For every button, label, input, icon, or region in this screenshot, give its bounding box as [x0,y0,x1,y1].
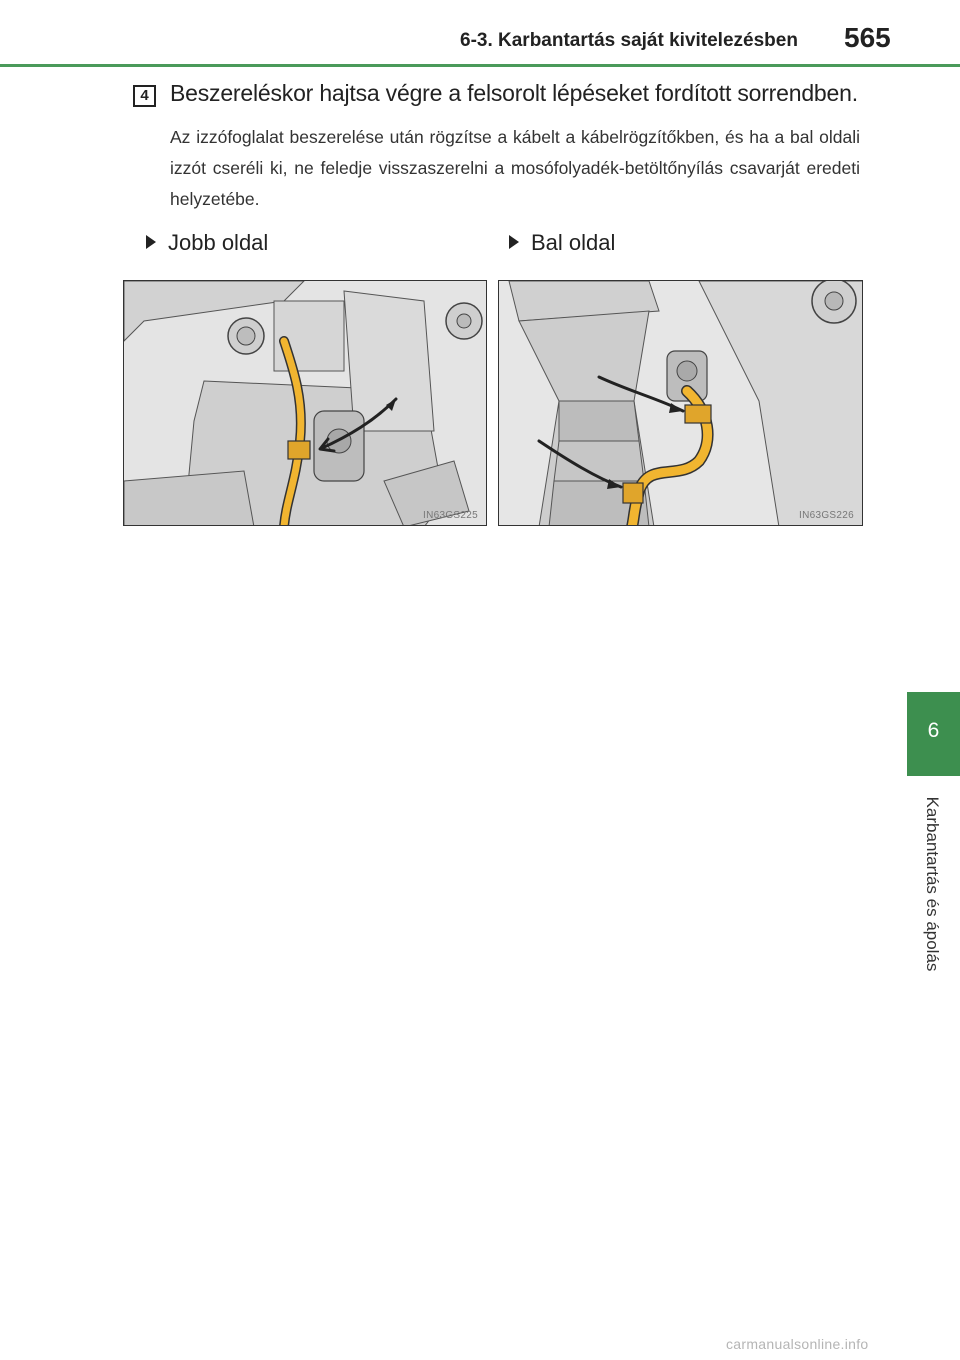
engine-bay-illustration-left [499,281,863,526]
chapter-number: 6 [927,719,940,742]
figure-right-side [123,280,487,526]
step-text: Beszereléskor hajtsa végre a felsorolt lépéseket fordított sorrendben. [170,80,858,106]
chapter-side-tab [907,692,960,776]
caption-text: Bal oldal [531,230,616,255]
figure-caption-left-side [509,230,615,256]
header-title: 6-3. Karbantartás saját kivitelezésben [460,30,798,51]
page-number: 565 [844,22,891,53]
figure-left-side [498,280,863,526]
engine-bay-illustration-right [124,281,487,526]
caption-text: Jobb oldal [168,230,269,255]
watermark: carmanualsonline.info [726,1336,869,1352]
triangle-bullet-icon [146,235,156,249]
step-note: Az izzófoglalat beszerelése után rögzítse a kábelt a kábelrögzítőkben, és ha a bal oldali izzót cseréli ki, ne feledje visszaszerelni a mosófolyadék-betöltőnyílás csavarját eredeti helyzetébe. [170,127,860,209]
header-rule [0,64,960,67]
triangle-bullet-icon [509,235,519,249]
figure-code: IN63GS225 [423,510,478,521]
step-number-box: 4 [133,85,156,107]
figure-caption-right-side [146,230,268,256]
figure-code: IN63GS226 [799,510,854,521]
chapter-side-label: Karbantartás és ápolás [923,796,942,972]
